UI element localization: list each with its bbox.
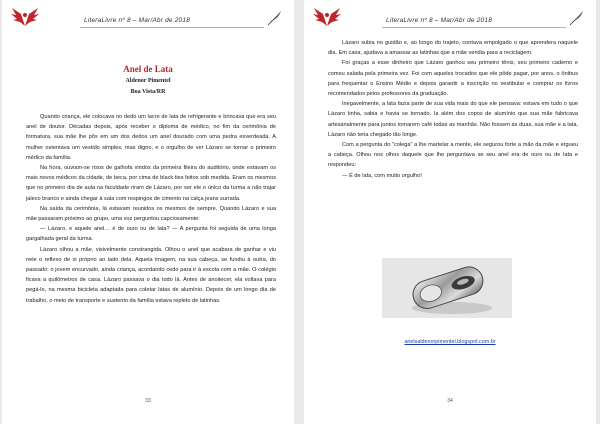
page-header: [10, 6, 286, 32]
paragraph: Na hora, ouviam-se risos de galhofa vindos da primeira fileira do auditório, onde estavam os mais novos médicos da cidade, de beca, por cima de black ties feitos sob medida. Eram os mesmos que no primeiro dia de aula na faculdade riram de Lázaro, por ser ele o único da turma a não trajar jaleco branco e ainda chegar à sala com respingos de cimento na calça jeans surrada.: [26, 165, 276, 202]
story-author: Aldenor Pimentel: [125, 78, 171, 84]
header-text: LiteraLivre nº 8 – Mar/Abr de 2018: [84, 17, 191, 24]
paragraph: Com a pergunta do "colega" a lhe martelar a mente, ele segurou forte a mão da mãe e ergueu a cabeça. Olhou nos olhos daquele que lhe perguntava se seu anel era de ouro ou de lata e respondeu:: [328, 142, 578, 169]
left-body-text: [26, 112, 276, 306]
right-body-text: [328, 38, 578, 181]
paragraph: Foi graças a esse dinheiro que Lázaro ganhou seu primeiro tênis, seu primeiro caderno e comeu salada pela primeira vez. Foi com aqueles trocados que ele pôde pagar, por anos, o ônibus para frequentar o Ensino Médio e depois garantir a inscrição no vestibular e comprar os livros recomendados pelos professores da graduação.: [328, 60, 578, 98]
header-rule: [382, 27, 566, 28]
quill-feather-icon: [568, 8, 586, 26]
paragraph: — É de lata, com muito orgulho!: [342, 172, 422, 179]
paragraph: — Lázaro, e aquele anel… é de ouro ou de lata? — A pergunta foi seguida de uma longa gargalhada geral da turma.: [26, 226, 276, 243]
blog-link[interactable]: anelsaldenorpimentel.blogspot.com.br: [404, 339, 496, 345]
left-page: [2, 0, 294, 424]
header-text: LiteraLivre nº 8 – Mar/Abr de 2018: [386, 17, 493, 24]
page-header: [312, 6, 588, 32]
paragraph: Na saída da cerimônia, lá estavam reunidos os mesmos de sempre. Quando Lázaro e sua mãe passaram próximo ao grupo, uma voz perguntou capciosamente:: [26, 205, 276, 223]
quill-feather-icon: [266, 8, 284, 26]
story-place: Boa Vista/RR: [130, 89, 166, 95]
paragraph: Inegavelmente, a lata fazia parte de sua vida mais do que ele pensava: estava em tudo o que Lázaro tinha, sabia e havia se tornado. Ia além dos copos de alumínio que sua mãe fabricava artesanalmente para juntos tomarem café todas as manhãs. Não fossem as duas, sua mãe e a lata, Lázaro não teria chegado tão longe.: [328, 101, 578, 138]
paragraph: Lázaro olhou a mãe, visivelmente constrangida. Olhou o anel que acabara de ganhar e viu nele o reflexo de si próprio ao lado dela. Aquela imagem, na sua cabeça, se fundiu à outra, do passado: o jovem encurvado, ainda criança, acordando cedo para ir à escola com a mãe. O colégio ficava a quilômetros de casa. Lázaro passava o dia todo lá. Antes de anoitecer, ela voltava para pegá-lo, na mesma bicicleta adaptada para coletar latas de alumínio. Depois de um longo dia de trabalho, o meio de transporte e sustento da família estava repleto de latinhas.: [26, 246, 276, 304]
winged-logo-icon: [10, 6, 40, 28]
right-page: [304, 0, 596, 424]
story-title: Anel de Lata: [123, 64, 173, 74]
page-number: 34: [447, 398, 453, 404]
paragraph: Quando criança, ele colocava no dedo um lacre de lata de refrigerante e brincava que era seu anel de doutor. Décadas depois, após receber o diploma de médico, no fim da cerimônia de formatura, sua mãe lhe pôs em um dos dedos um anel dourado com uma pedra esverdeada. A mulher ostentava um vestido simples, mas digno, e o orgulho de ver Lázaro se tornar o primeiro médico da família.: [26, 114, 276, 161]
soda-can-ring-photo: [382, 258, 512, 318]
header-rule: [80, 27, 264, 28]
winged-logo-icon: [312, 6, 342, 28]
page-number: 33: [145, 398, 151, 404]
paragraph: Lázaro subia no guidão e, ao longo do trajeto, contava empolgado o que aprendera naquele dia. Em casa, ajudava a amassar as latinhas que a mãe vendia para a reciclagem.: [328, 40, 578, 57]
